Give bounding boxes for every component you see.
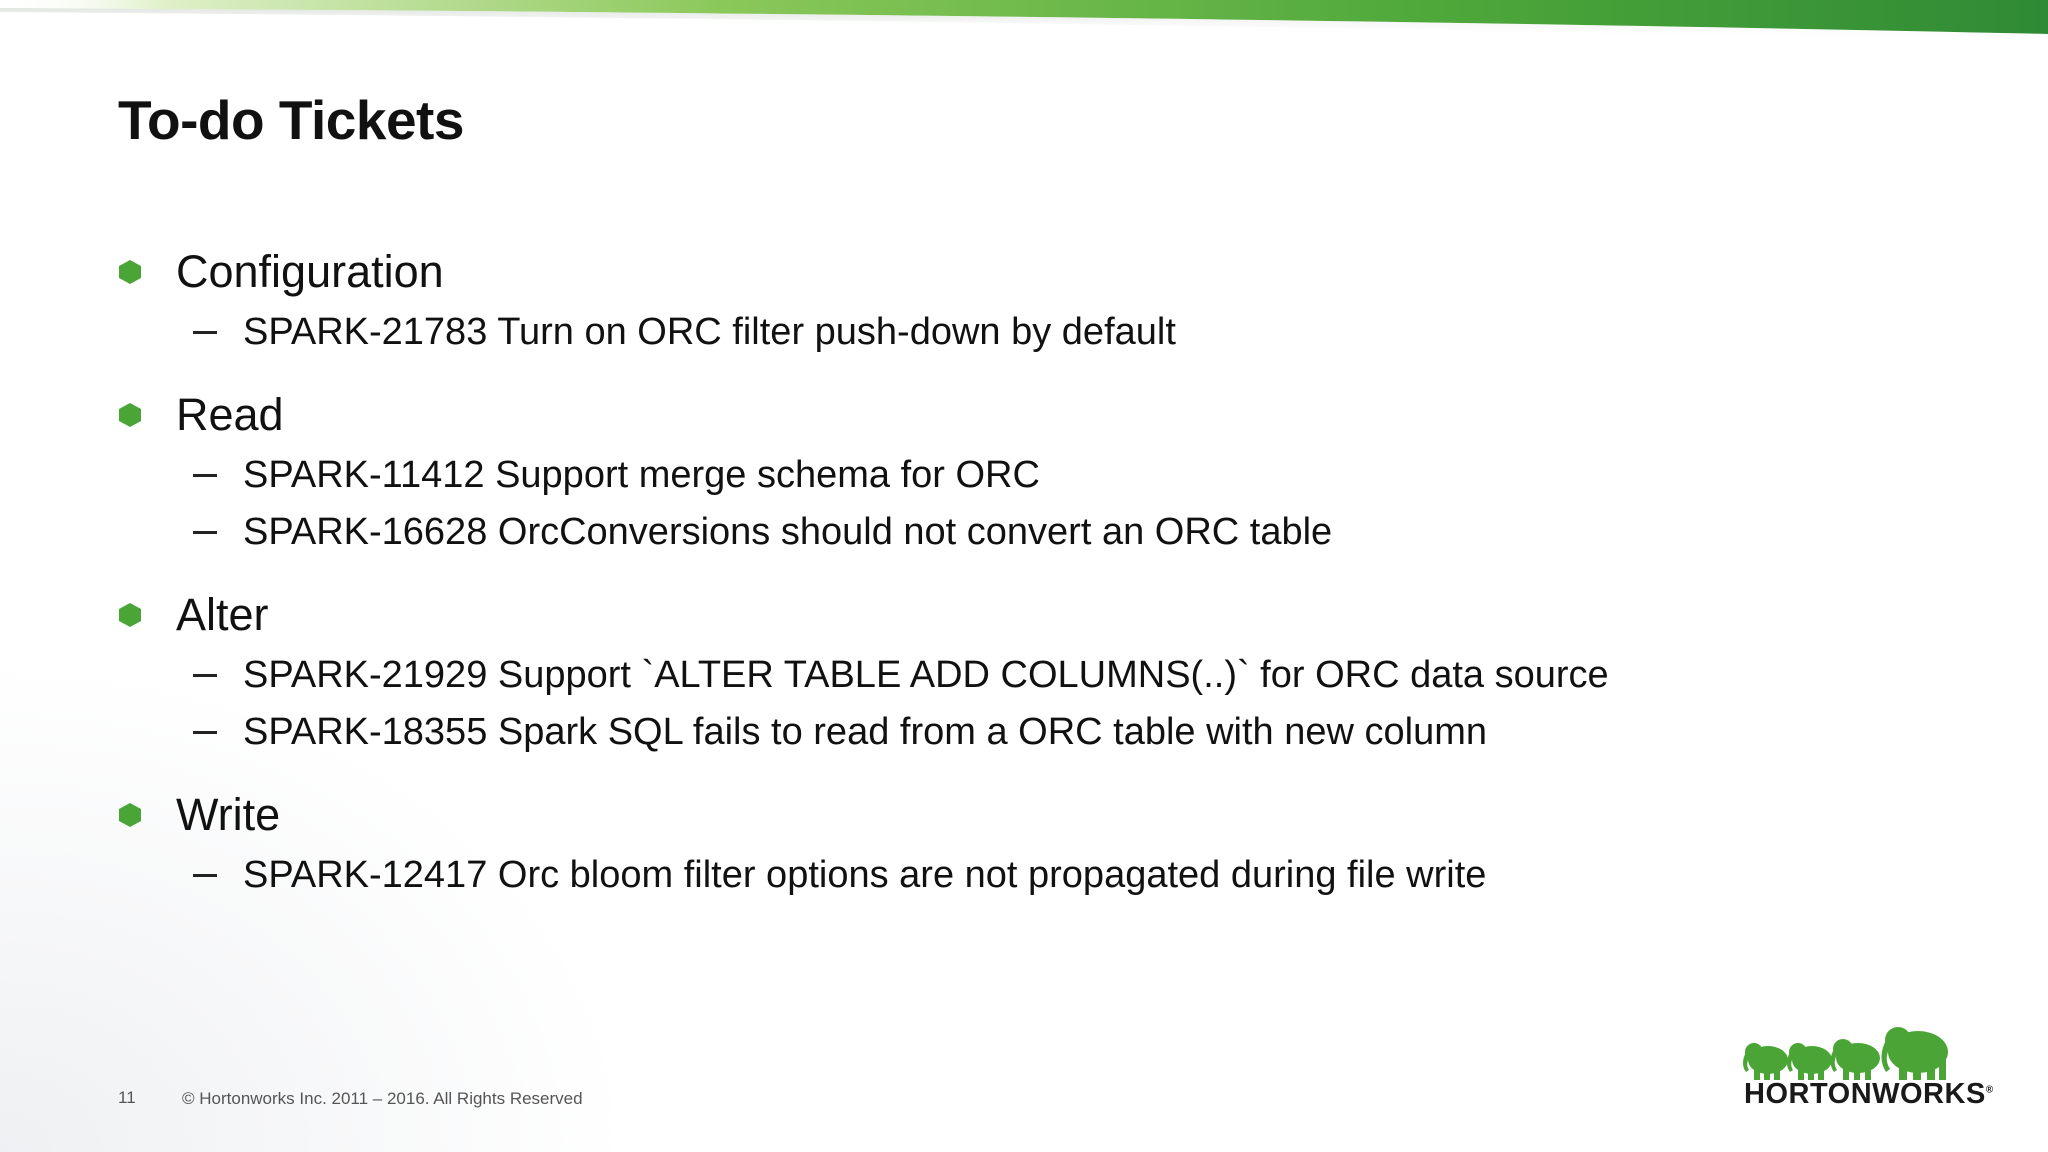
ticket-text: SPARK-11412 Support merge schema for ORC xyxy=(243,454,1040,496)
dash-icon xyxy=(193,674,217,677)
list-item xyxy=(118,504,1918,561)
hexagon-bullet-icon xyxy=(118,259,142,285)
bullet-list xyxy=(118,240,1918,926)
top-green-band xyxy=(0,0,2048,42)
dash-icon xyxy=(193,331,217,334)
list-item xyxy=(118,704,1918,761)
hexagon-bullet-icon xyxy=(118,802,142,828)
section-alter xyxy=(118,583,1918,761)
list-item xyxy=(118,447,1918,504)
ticket-text: SPARK-21783 Turn on ORC filter push-down by default xyxy=(243,311,1176,353)
list-item xyxy=(118,304,1918,361)
hexagon-bullet-icon xyxy=(118,602,142,628)
section-label: Write xyxy=(176,789,281,840)
ticket-text: SPARK-12417 Orc bloom filter options are not propagated during file write xyxy=(243,854,1487,896)
dash-icon xyxy=(193,731,217,734)
section-write xyxy=(118,783,1918,904)
list-item xyxy=(118,647,1918,704)
list-item xyxy=(118,847,1918,904)
section-label: Read xyxy=(176,389,284,440)
logo-wordmark: HORTONWORKS® xyxy=(1744,1078,1994,1110)
section-label: Alter xyxy=(176,589,269,640)
section-configuration xyxy=(118,240,1918,361)
copyright-text: © Hortonworks Inc. 2011 – 2016. All Rights Reserved xyxy=(182,1089,583,1108)
ticket-text: SPARK-16628 OrcConversions should not convert an ORC table xyxy=(243,511,1333,553)
slide-title: To-do Tickets xyxy=(118,89,464,151)
page-number: 11 xyxy=(118,1088,136,1107)
hexagon-bullet-icon xyxy=(118,402,142,428)
ticket-text: SPARK-18355 Spark SQL fails to read from a ORC table with new column xyxy=(243,711,1487,753)
section-label: Configuration xyxy=(176,246,444,297)
dash-icon xyxy=(193,874,217,877)
ticket-text: SPARK-21929 Support `ALTER TABLE ADD COLUMNS(..)` for ORC data source xyxy=(243,654,1609,696)
dash-icon xyxy=(193,474,217,477)
section-read xyxy=(118,383,1918,561)
dash-icon xyxy=(193,531,217,534)
